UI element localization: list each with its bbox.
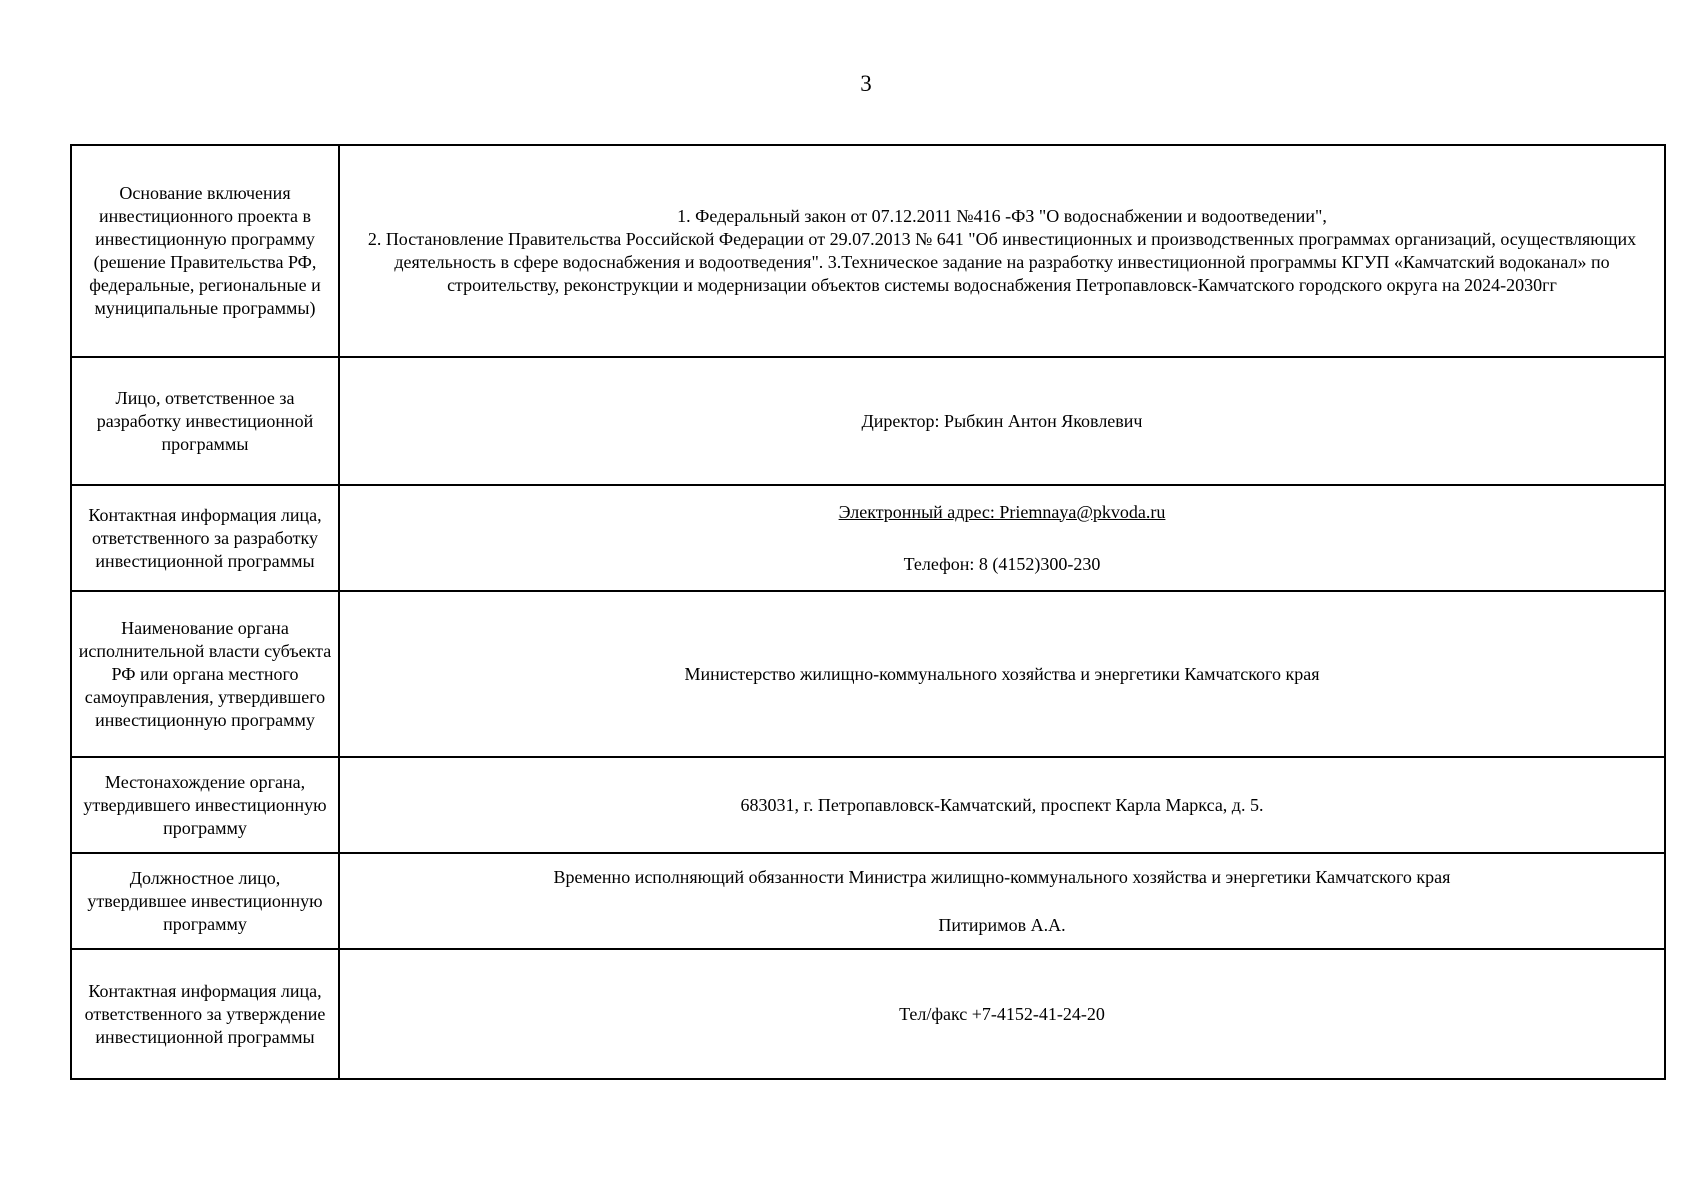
page-number: 3 <box>860 71 872 96</box>
row-value-inclusion-basis <box>339 145 1665 357</box>
row-value-authority-location: 683031, г. Петропавловск-Камчатский, проспект Карла Маркса, д. 5. <box>339 757 1665 853</box>
federal-law-reference: 1. Федеральный закон от 07.12.2011 №416 -ФЗ "О водоснабжении и водоотведении", <box>677 206 1327 226</box>
row-value-approving-official <box>339 853 1665 949</box>
row-label-inclusion-basis: Основание включения инвестиционного проекта в инвестиционную программу (решение Правительства РФ, федеральные, региональные и муниципальные программы) <box>71 145 339 357</box>
official-position: Временно исполняющий обязанности Министра жилищно-коммунального хозяйства и энергетики Камчатского края <box>553 866 1451 887</box>
row-value-developer-responsible: Директор: Рыбкин Антон Яковлевич <box>339 357 1665 485</box>
official-name: Питиримов А.А. <box>938 914 1066 935</box>
investment-program-table <box>70 144 1666 1080</box>
table-row <box>71 357 1665 485</box>
row-value-developer-contacts <box>339 485 1665 591</box>
government-decree-reference: 2. Постановление Правительства Российской Федерации от 29.07.2013 № 641 "Об инвестиционных и производственных программах организаций, осуществляющих деятельность в сфере водоснабжения и водоотведения". 3.Техническое задание на разработку инвестиционной программы КГУП «Камчатский водоканал» по строительству, реконструкции и модернизации объектов системы водоснабжения Петропавловск-Камчатского городского округа на 2024-2030гг <box>367 229 1637 295</box>
row-value-approver-contacts: Тел/факс +7-4152-41-24-20 <box>339 949 1665 1079</box>
spacer <box>360 889 1644 914</box>
email-link[interactable]: Электронный адрес: Priemnaya@pkvoda.ru <box>838 501 1166 522</box>
table-row <box>71 757 1665 853</box>
row-label-approver-contacts: Контактная информация лица, ответственного за утверждение инвестиционной программы <box>71 949 339 1079</box>
table-row <box>71 949 1665 1079</box>
table-row <box>71 145 1665 357</box>
table-row <box>71 591 1665 757</box>
table-row <box>71 485 1665 591</box>
row-label-authority-location: Местонахождение органа, утвердившего инвестиционную программу <box>71 757 339 853</box>
phone-number: Телефон: 8 (4152)300-230 <box>903 553 1101 574</box>
table-row <box>71 853 1665 949</box>
row-label-approving-authority: Наименование органа исполнительной власти субъекта РФ или органа местного самоуправления, утвердившего инвестиционную программу <box>71 591 339 757</box>
row-label-approving-official: Должностное лицо, утвердившее инвестиционную программу <box>71 853 339 949</box>
row-label-developer-responsible: Лицо, ответственное за разработку инвестиционной программы <box>71 357 339 485</box>
spacer <box>360 524 1644 553</box>
row-value-approving-authority: Министерство жилищно-коммунального хозяйства и энергетики Камчатского края <box>339 591 1665 757</box>
row-label-developer-contacts: Контактная информация лица, ответственного за разработку инвестиционной программы <box>71 485 339 591</box>
